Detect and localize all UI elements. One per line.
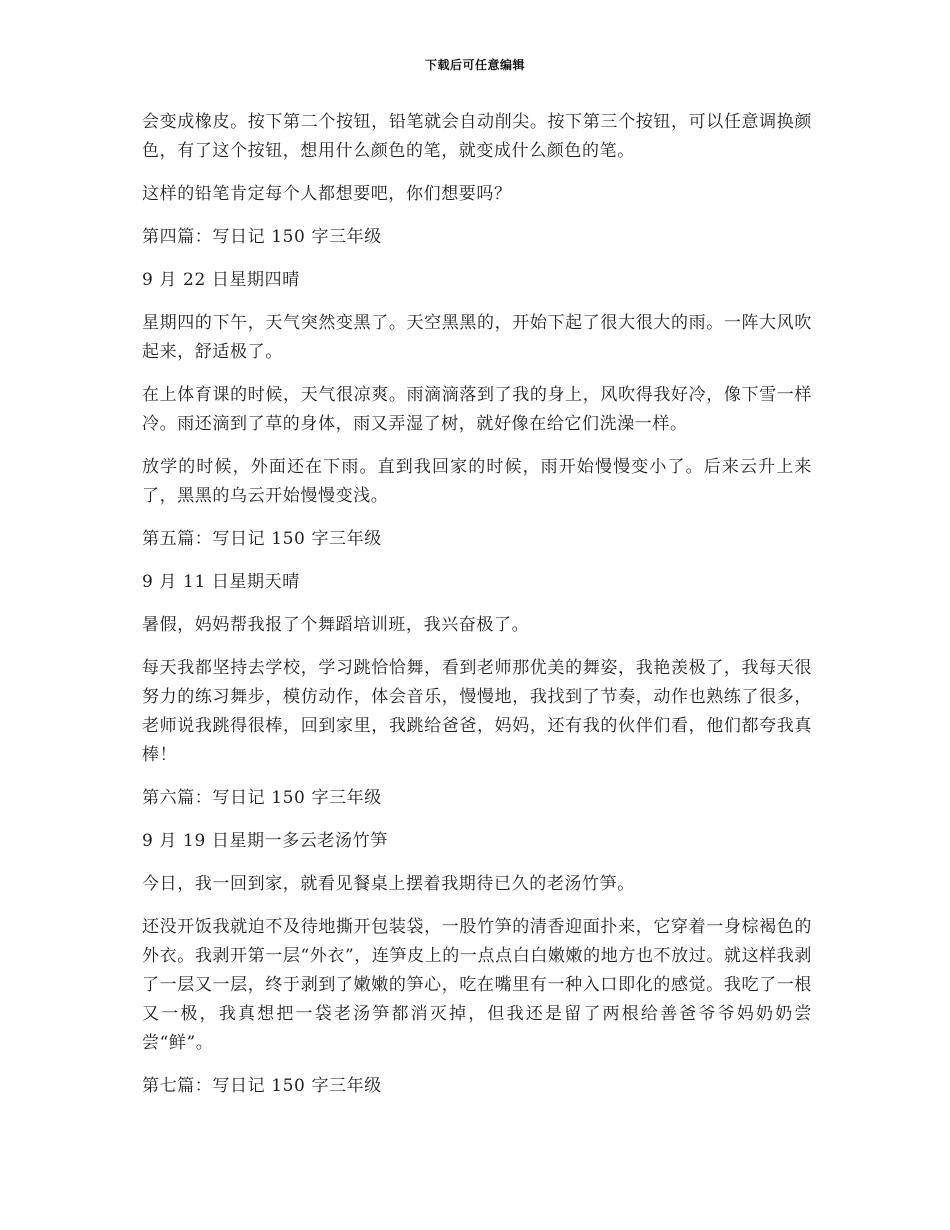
paragraph-2: 这样的铅笔肯定每个人都想要吧，你们想要吗？ (142, 184, 512, 204)
paragraph-1: 会变成橡皮。按下第二个按钮，铅笔就会自动削尖。按下第三个按钮，可以任意调换颜色，有了这个按钮，想用什么颜色的笔，就变成什么颜色的笔。 (142, 112, 812, 161)
paragraph-6: 在上体育课的时候，天气很凉爽。雨滴滴落到了我的身上，风吹得我好冷，像下雪一样冷。雨还滴到了草的身体，雨又弄湿了树，就好像在给它们洗澡一样。 (142, 385, 812, 434)
paragraph-7: 放学的时候，外面还在下雨。直到我回家的时候，雨开始慢慢变小了。后来云升上来了，黑黑的乌云开始慢慢变浅。 (142, 457, 812, 506)
paragraph-10: 暑假，妈妈帮我报了个舞蹈培训班，我兴奋极了。 (142, 615, 530, 635)
page-header: 下载后可任意编辑 (424, 58, 525, 72)
date-line-5: 9 月 11 日星期天晴 (142, 572, 300, 592)
section-title-6: 第六篇：写日记 150 字三年级 (142, 788, 382, 808)
document-body (142, 108, 812, 1115)
paragraph-15: 还没开饭我就迫不及待地撕开包装袋，一股竹笋的清香迎面扑来，它穿着一身棕褐色的外衣。我剥开第一层“外衣”，连笋皮上的一点点白白嫩嫩的地方也不放过。就这样我剥了一层又一层，终于剥到了嫩嫩的笋心，吃在嘴里有一种入口即化的感觉。我吃了一根又一极，我真想把一袋老汤笋都消灭掉，但我还是留了两根给善爸爷爷妈奶奶尝尝“鲜”。 (142, 917, 812, 1053)
paragraph-5: 星期四的下午，天气突然变黑了。天空黑黑的，开始下起了很大很大的雨。一阵大风吹起来，舒适极了。 (142, 313, 812, 362)
paragraph-11: 每天我都坚持去学校，学习跳恰恰舞，看到老师那优美的舞姿，我艳羡极了，我每天很努力的练习舞步，模仿动作，体会音乐，慢慢地，我找到了节奏，动作也熟练了很多，老师说我跳得很棒，回到家里，我跳给爸爸，妈妈，还有我的伙伴们看，他们都夸我真棒！ (142, 658, 812, 765)
date-line-4: 9 月 22 日星期四晴 (142, 270, 300, 290)
section-title-4: 第四篇：写日记 150 字三年级 (142, 227, 382, 247)
section-title-7: 第七篇：写日记 150 字三年级 (142, 1076, 382, 1096)
section-title-5: 第五篇：写日记 150 字三年级 (142, 529, 382, 549)
paragraph-14: 今日，我一回到家，就看见餐桌上摆着我期待已久的老汤竹笋。 (142, 874, 635, 894)
date-line-6: 9 月 19 日星期一多云老汤竹笋 (142, 831, 388, 851)
